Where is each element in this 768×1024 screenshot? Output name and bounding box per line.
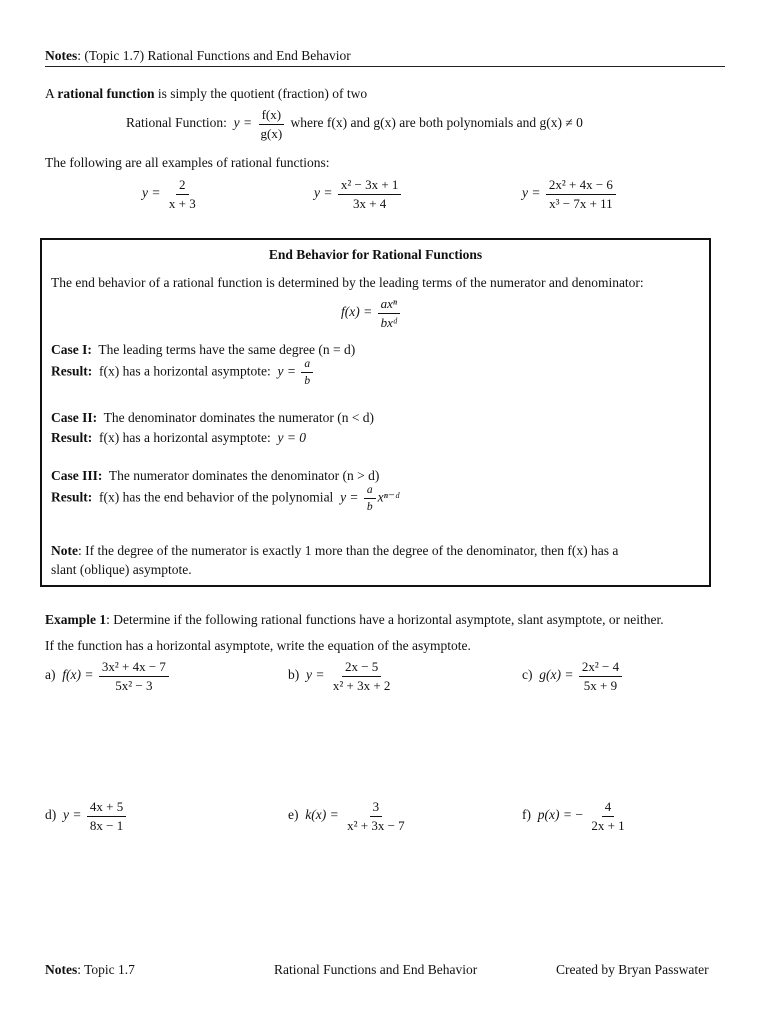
denominator: x³ − 7x + 11: [549, 195, 613, 211]
header-rule: [45, 66, 725, 67]
numerator: a: [301, 358, 313, 373]
note-label: Note: [51, 543, 78, 558]
intro-rest: is simply the quotient (fraction) of two: [157, 86, 368, 101]
case-2-result: [51, 430, 306, 446]
examples-intro: The following are all examples of rational functions:: [45, 155, 330, 170]
header-notes-label: Notes: [45, 48, 78, 63]
problem-fraction: [588, 800, 627, 832]
case-3-result: [51, 484, 399, 513]
box-intro: The end behavior of a rational function is determined by the leading terms of the numerator and denominator:: [51, 275, 644, 290]
example-1-line: [45, 612, 664, 628]
footer-right: Created by Bryan Passwater: [556, 962, 709, 977]
result-label: Result:: [51, 430, 93, 445]
note-line-2: slant (oblique) asymptote.: [51, 562, 192, 577]
numerator: x² − 3x + 1: [338, 178, 402, 195]
numerator: a: [364, 484, 376, 499]
denominator: 2x + 1: [591, 817, 625, 833]
problem-letter: c): [522, 667, 533, 683]
case-text: The denominator dominates the numerator (n < d): [103, 410, 375, 425]
numerator: 2: [176, 178, 189, 195]
definition-fraction: [257, 108, 285, 140]
definition-line: [126, 108, 583, 140]
result-math: y = 0: [277, 430, 307, 445]
example-fraction-3: [522, 178, 618, 210]
case-3-fraction: [364, 484, 376, 513]
problem-e: [288, 800, 410, 832]
result-math: y =: [277, 363, 296, 379]
problem-lhs: f(x) =: [62, 667, 94, 683]
numerator: 3: [370, 800, 383, 817]
formula-fraction: [378, 297, 400, 329]
intro-term: rational function: [57, 86, 155, 101]
case-3-power: xⁿ⁻ᵈ: [377, 489, 400, 505]
example-lhs: y =: [522, 185, 541, 201]
intro-article: A: [45, 86, 55, 101]
example-fraction-1: [142, 178, 201, 210]
footer-center: Rational Functions and End Behavior: [274, 962, 478, 977]
note-line-1: [51, 543, 618, 559]
example-fraction-2: [314, 178, 403, 210]
problem-lhs: k(x) =: [305, 807, 339, 823]
formula-numerator: axⁿ: [378, 297, 400, 314]
case-1-fraction: [301, 358, 313, 387]
definition-denominator: g(x): [260, 125, 283, 141]
result-label: Result:: [51, 489, 93, 505]
problem-fraction: [579, 660, 622, 692]
definition-numerator: f(x): [259, 108, 285, 125]
header-topic: : (Topic 1.7) Rational Functions and End Behavior: [77, 48, 351, 63]
numerator: 4x + 5: [87, 800, 126, 817]
denominator: x² + 3x − 7: [347, 817, 405, 833]
fraction: [546, 178, 616, 210]
fraction: [338, 178, 402, 210]
case-1-result: [51, 358, 315, 387]
case-label: Case III:: [51, 468, 103, 483]
problem-letter: a): [45, 667, 56, 683]
definition-label: Rational Function:: [126, 115, 227, 131]
page-header: [45, 48, 351, 64]
result-text: f(x) has a horizontal asymptote:: [99, 363, 271, 379]
problem-letter: b): [288, 667, 300, 683]
denominator: x + 3: [168, 195, 196, 211]
formula-lhs: f(x) =: [341, 304, 373, 320]
result-label: Result:: [51, 363, 93, 379]
case-2-line: [51, 410, 374, 426]
box-title-text: End Behavior for Rational Functions: [268, 247, 483, 262]
problem-c: [522, 660, 624, 692]
box-title: [40, 247, 711, 263]
example-lhs: y =: [142, 185, 161, 201]
result-text: f(x) has the end behavior of the polynomial: [99, 489, 334, 505]
formula-denominator: bxᵈ: [380, 314, 397, 330]
box-formula: [341, 297, 402, 329]
problem-letter: e): [288, 807, 299, 823]
example-text: : Determine if the following rational functions have a horizontal asymptote, slant asymptote, or neither.: [106, 612, 664, 627]
numerator: 4: [602, 800, 615, 817]
case-text: The numerator dominates the denominator (n > d): [108, 468, 380, 483]
denominator: 5x + 9: [583, 677, 618, 693]
note-text: : If the degree of the numerator is exactly 1 more than the degree of the denominator, then f(x) has a: [78, 543, 619, 558]
problem-fraction: [330, 660, 394, 692]
denominator: b: [304, 375, 311, 388]
problem-lhs: p(x) =: [537, 807, 572, 823]
numerator: 2x² + 4x − 6: [546, 178, 616, 195]
problem-lhs: g(x) =: [539, 667, 574, 683]
case-1-line: [51, 342, 355, 358]
case-3-line: [51, 468, 379, 484]
problem-fraction: [99, 660, 169, 692]
problem-f: [522, 800, 630, 832]
numerator: 2x² − 4: [579, 660, 622, 677]
example-label: Example 1: [45, 612, 107, 627]
result-math: y =: [340, 489, 359, 505]
problem-fraction: [344, 800, 408, 832]
result-text: f(x) has a horizontal asymptote:: [99, 430, 271, 445]
problem-a: [45, 660, 171, 692]
denominator: 8x − 1: [89, 817, 124, 833]
intro-line: [45, 86, 367, 102]
denominator: b: [366, 501, 373, 514]
footer-left: [45, 962, 135, 978]
problem-lhs: y =: [306, 667, 325, 683]
fraction: [166, 178, 199, 210]
problem-letter: f): [522, 807, 531, 823]
problem-b: [288, 660, 395, 692]
example-lhs: y =: [314, 185, 333, 201]
case-label: Case II:: [51, 410, 98, 425]
footer-topic: : Topic 1.7: [77, 962, 135, 977]
numerator: 2x − 5: [342, 660, 381, 677]
example-1-line-2: If the function has a horizontal asymptote, write the equation of the asymptote.: [45, 638, 471, 653]
problem-lhs: y =: [63, 807, 82, 823]
case-label: Case I:: [51, 342, 92, 357]
definition-lhs: y =: [233, 115, 253, 131]
footer-notes-label: Notes: [45, 962, 78, 977]
denominator: x² + 3x + 2: [332, 677, 391, 693]
problem-d: [45, 800, 128, 832]
negative-sign: −: [575, 807, 583, 823]
numerator: 3x² + 4x − 7: [99, 660, 169, 677]
case-text: The leading terms have the same degree (n = d): [98, 342, 356, 357]
denominator: 5x² − 3: [115, 677, 153, 693]
definition-tail: where f(x) and g(x) are both polynomials and g(x) ≠ 0: [290, 115, 583, 131]
denominator: 3x + 4: [352, 195, 387, 211]
problem-letter: d): [45, 807, 57, 823]
problem-fraction: [87, 800, 126, 832]
